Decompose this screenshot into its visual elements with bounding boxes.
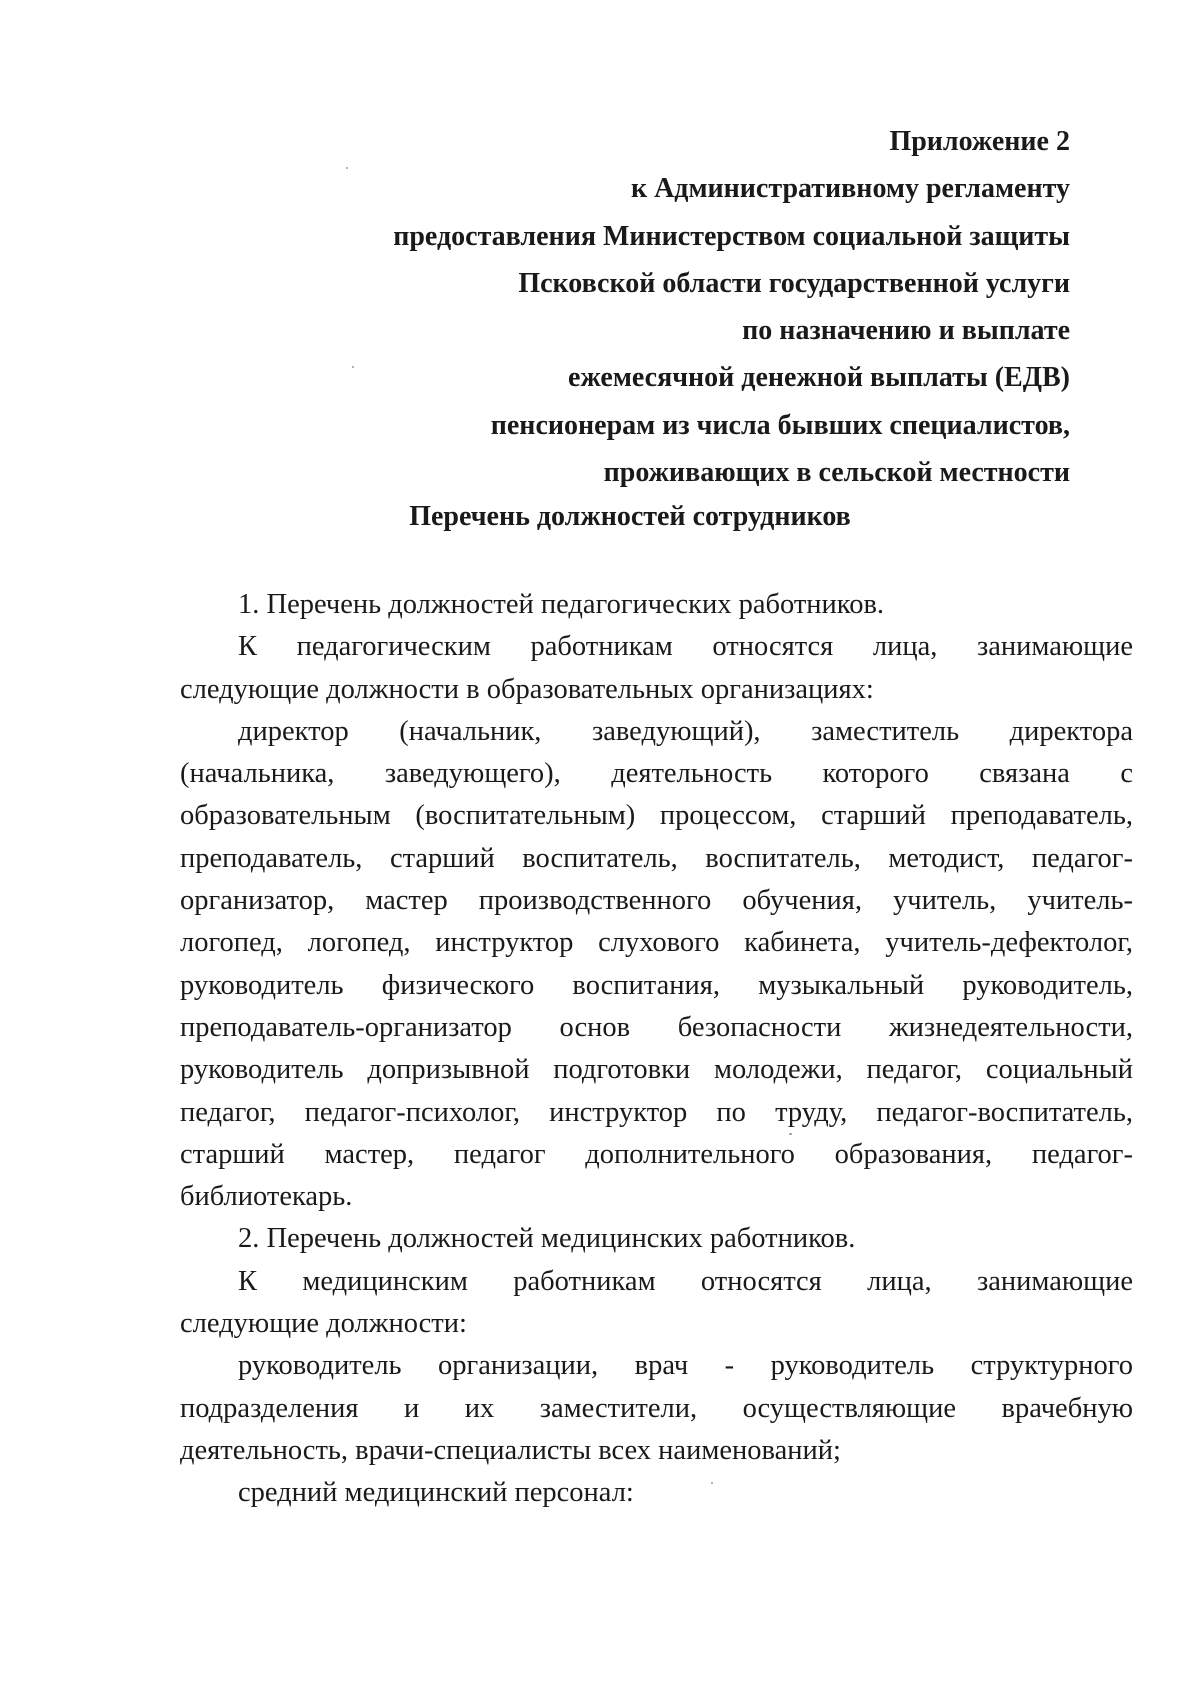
header-line-2: к Административному регламенту [630,173,1070,205]
header-line-4: Псковской области государственной услуги [518,267,1070,299]
scan-speck [346,167,348,169]
section-2-heading: 2. Перечень должностей медицинских работников. [238,1223,856,1255]
appendix-number: Приложение 2 [889,126,1070,157]
section-1-positions-list: директор (начальник, заведующий), заместитель директора (начальника, заведующего), деятельность которого связана с образовательным (воспитательным) процессом, старший преподаватель, преподаватель, старший воспитатель, воспитатель, методист, педагог- организатор, мастер производственного обучения, учитель, учитель- логопед, логопед, инструктор слухового кабинета, учитель-дефектолог, руководитель физического воспитания, музыкальный руководитель, преподаватель-организатор основ безопасности жизнедеятельности, руководитель допризывной подготовки молодежи, педагог, социальный педагог, педагог-психолог, инструктор по труду, педагог-воспитатель, старший мастер, педагог дополнительного образования, педагог- библиотекарь. [180,715,1133,1213]
scan-speck [789,1133,792,1135]
header-line-3: предоставления Министерством социальной защиты [393,220,1070,252]
header-line-8: проживающих в сельской местности [603,457,1070,489]
scan-speck [352,366,354,368]
appendix-header [170,118,1070,496]
document-body [180,584,1133,1515]
header-line-7: пенсионерам из числа бывших специалистов, [490,409,1070,441]
header-line-5: по назначению и выплате [742,315,1070,347]
section-1-heading: 1. Перечень должностей педагогических работников. [238,589,885,620]
scan-speck [711,1482,713,1484]
section-1-intro: К педагогическим работникам относятся лица, занимающие следующие должности в образовательных организациях: [180,631,1133,705]
document-title: Перечень должностей сотрудников [409,501,851,532]
section-2-positions-list: руководитель организации, врач - руководитель структурного подразделения и их заместители, осуществляющие врачебную деятельность, врачи-специалисты всех наименований; [180,1350,1133,1466]
section-2-last-item: средний медицинский персонал: [238,1477,634,1509]
header-line-6: ежемесячной денежной выплаты (ЕДВ) [568,362,1070,394]
section-2-intro: К медицинским работникам относятся лица, занимающие следующие должности: [180,1265,1133,1340]
